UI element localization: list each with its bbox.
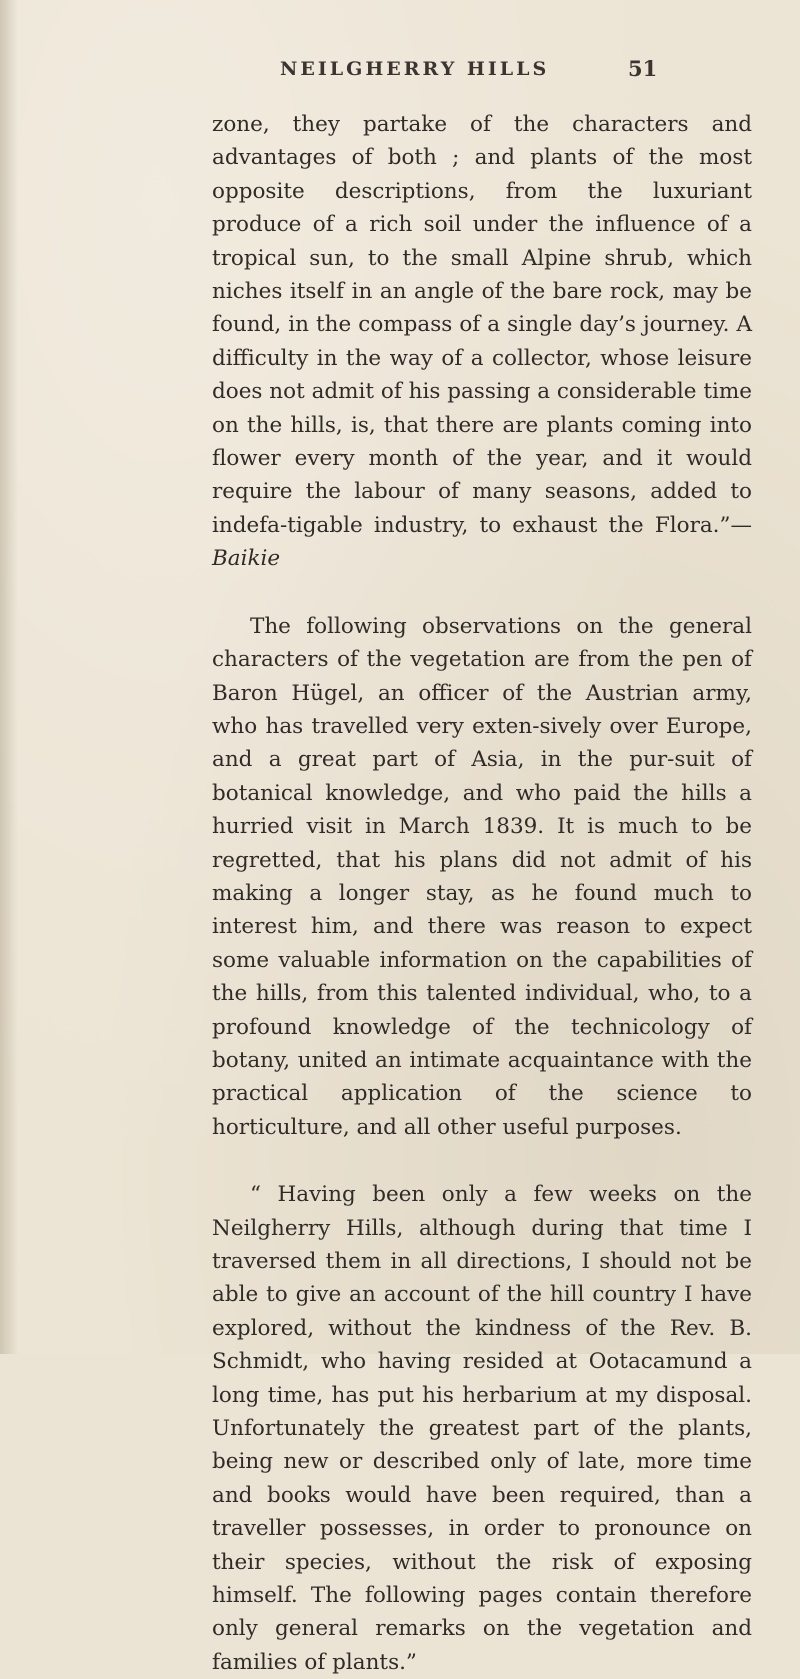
page-number: 51 bbox=[628, 56, 658, 81]
quote-attribution: Baikie bbox=[212, 546, 281, 572]
paragraph-2: The following observations on the general characters of the vegetation are from the pen of Baron Hügel, an officer of the Austrian army, who has travelled very exten-sively over Europe, and a great part of Asia, in the pur-suit of botanical knowledge, and who paid the hills a hurried visit in March 1839. It is much to be regretted, that his plans did not admit of his making a longer stay, as he found much to interest him, and there was reason to expect some valuable information on the capabilities of the hills, from this talented individual, who, to a profound knowledge of the technicology of botany, united an intimate acquaintance with the practical application of the science to horticulture, and all other useful purposes. bbox=[212, 613, 752, 1140]
body-text bbox=[212, 108, 752, 1679]
paragraph-1-text: zone, they partake of the characters and advantages of both ; and plants of the most opposite descriptions, from the luxuriant produce of a rich soil under the influence of a tropical sun, to the small Alpine shrub, which niches itself in an angle of the bare rock, may be found, in the compass of a single day’s journey. A difficulty in the way of a collector, whose leisure does not admit of his passing a considerable time on the hills, is, that there are plants coming into flower every month of the year, and it would require the labour of many seasons, added to indefa-tigable industry, to exhaust the Flora.”— bbox=[212, 112, 752, 538]
running-head: NEILGHERRY HILLS bbox=[280, 58, 550, 80]
page-gutter-shadow bbox=[0, 0, 18, 1354]
paragraph-3: “ Having been only a few weeks on the Neilgherry Hills, although during that time I traversed them in all directions, I should not be able to give an account of the hill country I have explored, without the kindness of the Rev. B. Schmidt, who having resided at Ootacamund a long time, has put his herbarium at my disposal. Unfortunately the greatest part of the plants, being new or described only of late, more time and books would have been required, than a traveller possesses, in order to pronounce on their species, without the risk of exposing himself. The following pages contain therefore only general remarks on the vegetation and families of plants.” bbox=[212, 1182, 752, 1675]
paragraph-1 bbox=[212, 108, 752, 576]
